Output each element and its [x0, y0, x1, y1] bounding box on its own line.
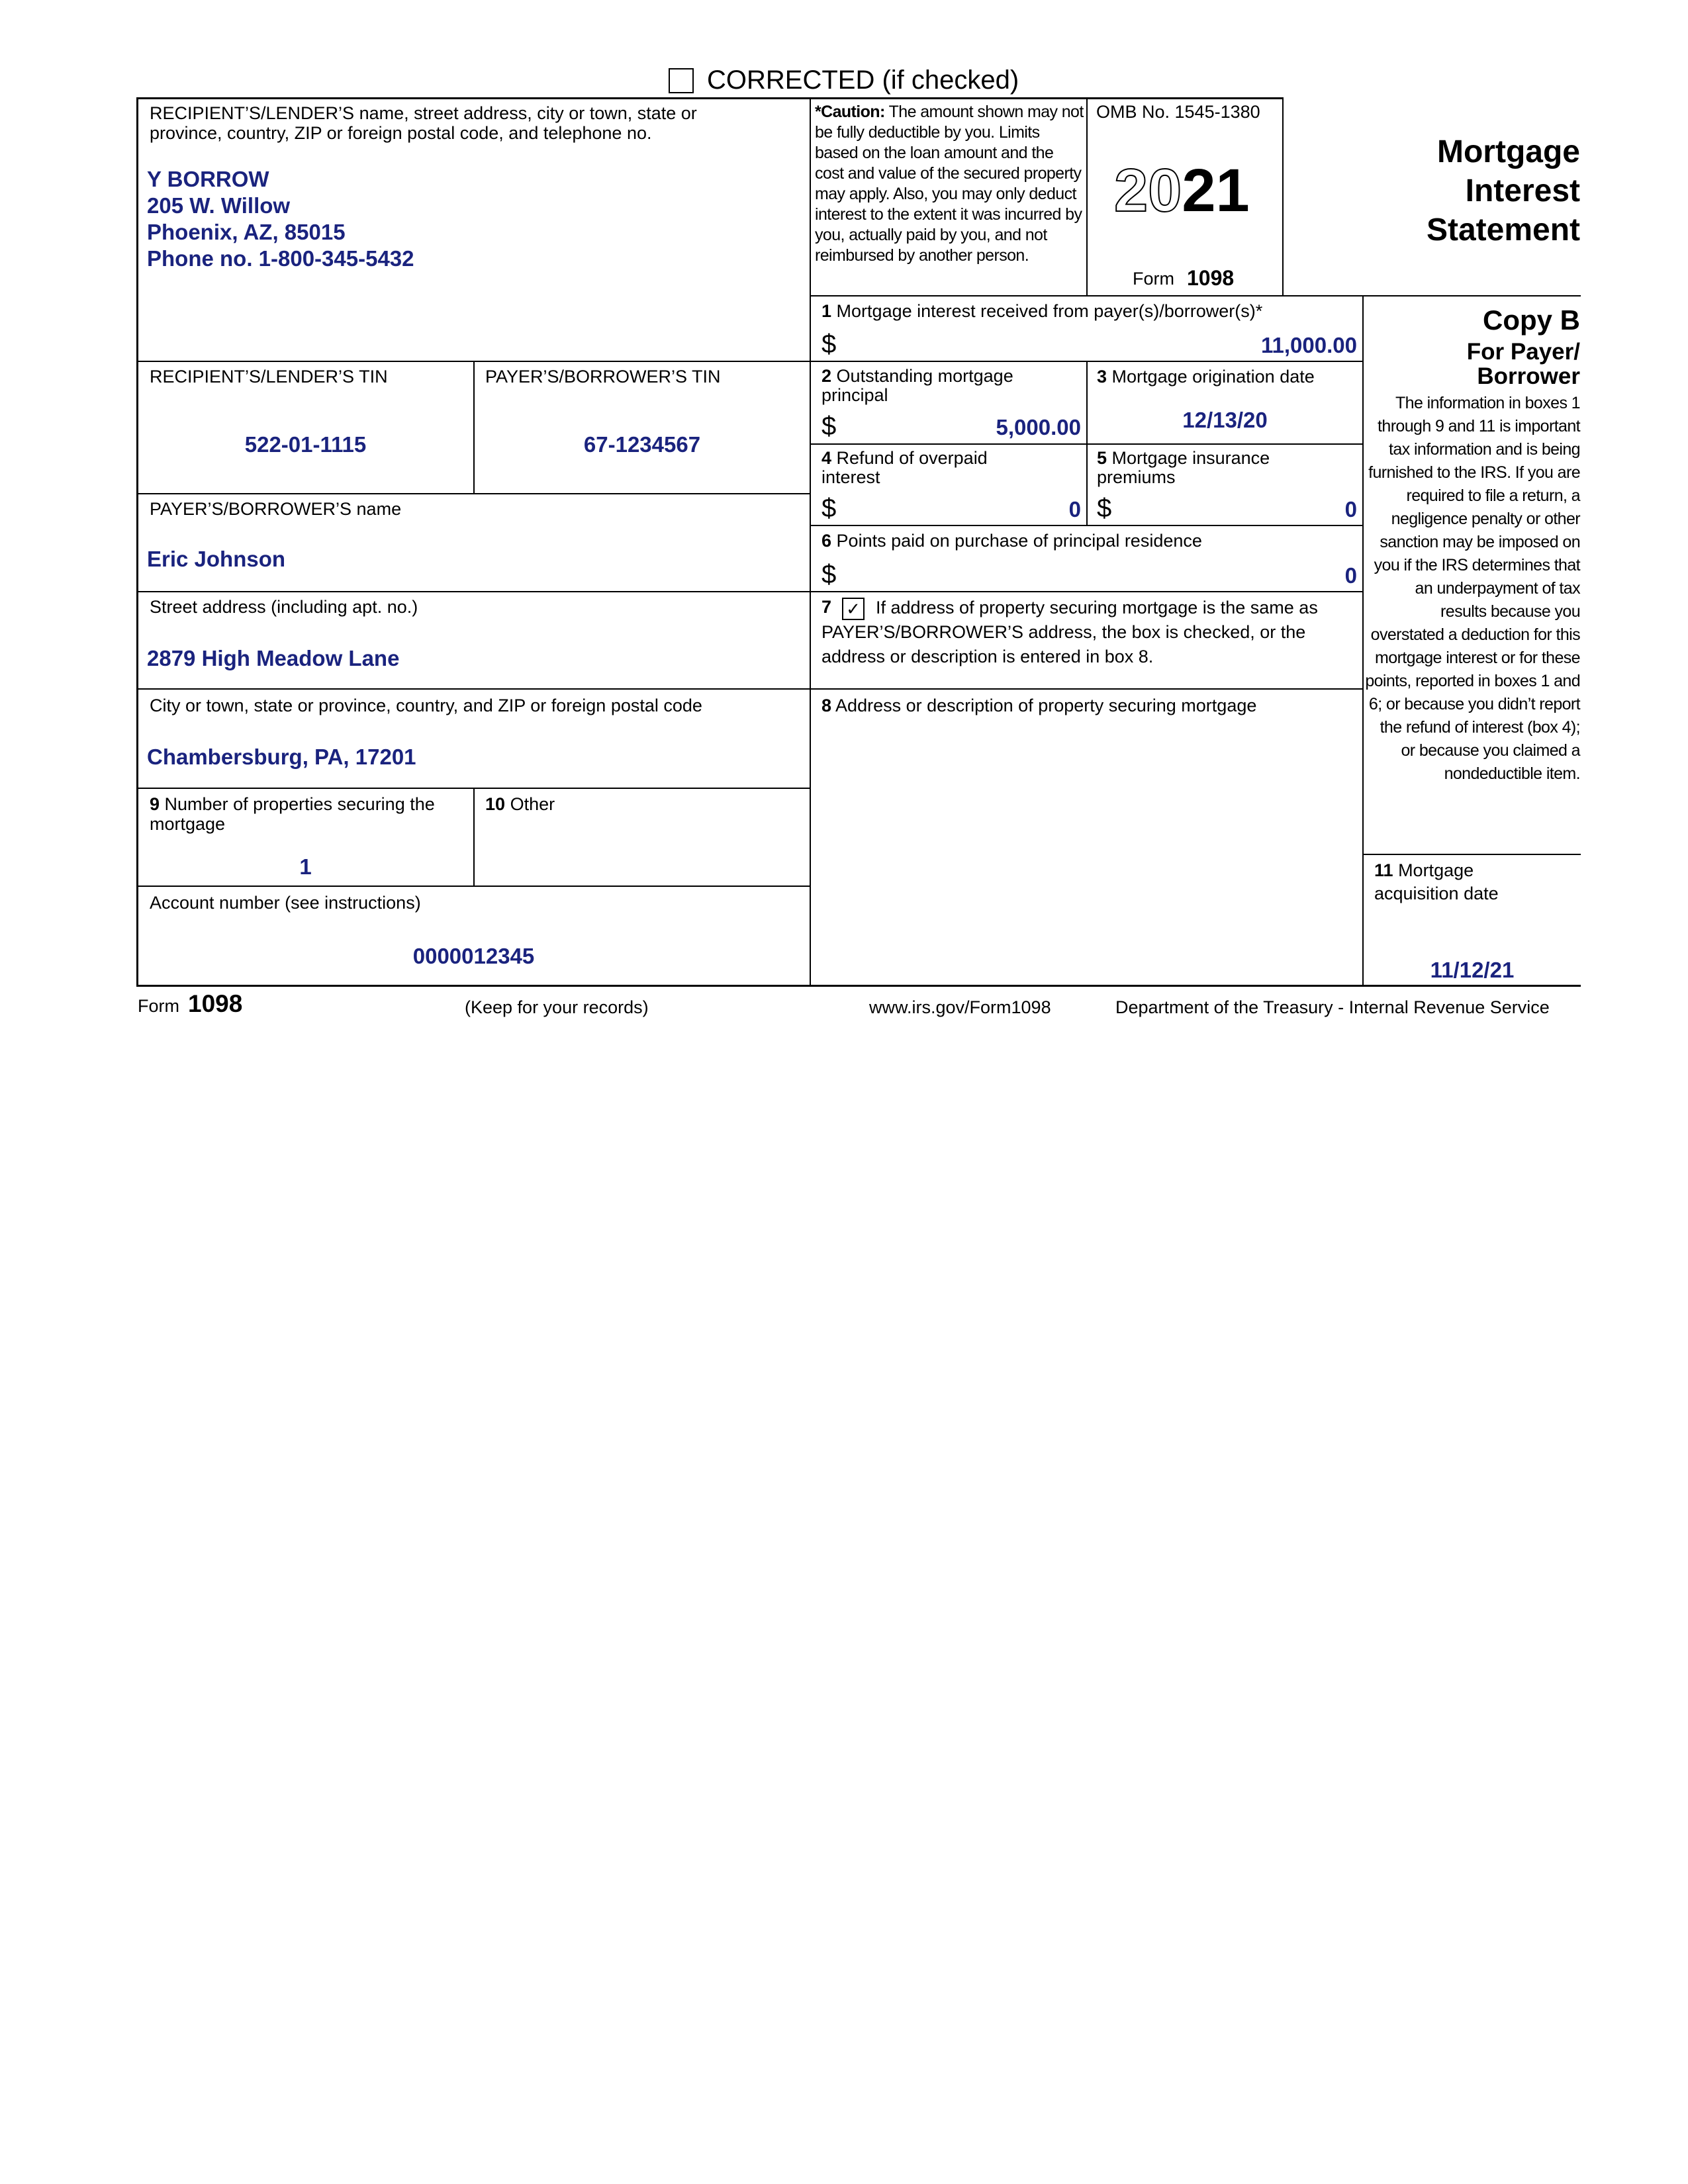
box10-label — [485, 794, 555, 814]
box7-text: If address of property securing mortgage is the same as PAYER’S/BORROWER’S address, the box is checked, or the address or description is entered in box 8. — [821, 598, 1318, 666]
caution-bold: *Caution: — [815, 103, 885, 121]
recipient-tin-value: 522-01-1115 — [244, 432, 367, 457]
omb-number: OMB No. 1545-1380 — [1096, 102, 1260, 122]
box2-number: 2 — [821, 366, 832, 386]
box7-number: 7 — [821, 597, 832, 617]
form-title-line3: Statement — [1426, 212, 1580, 248]
city-value: Chambersburg, PA, 17201 — [147, 745, 416, 769]
copy-subtitle-line1: For Payer/ — [1466, 339, 1580, 365]
box8-text: Address or description of property securing mortgage — [835, 696, 1257, 715]
recipient-tin-label: RECIPIENT’S/LENDER’S TIN — [150, 367, 388, 387]
copy-notice: The information in boxes 1 through 9 and 11 is important tax information and is being furnished to the IRS. If you are required to file a return, a negligence penalty or other sanction may be imposed on you if the IRS determines that an underpayment of tax results because you overstated a deduction for this mortgage interest or for these points, reported in boxes 1 and 6; or because you didn’t report the refund of interest (box 4); or because you claimed a nondeductible item. — [1365, 394, 1580, 783]
divider-left-middle — [810, 97, 811, 986]
payer-tin-label: PAYER’S/BORROWER’S TIN — [485, 367, 721, 387]
city-label: City or town, state or province, country, and ZIP or foreign postal code — [150, 696, 702, 715]
box1-number: 1 — [821, 301, 832, 321]
recipient-city: Phoenix, AZ, 85015 — [147, 220, 346, 244]
box11-text: Mortgage acquisition date — [1374, 860, 1499, 903]
form-bottom-border — [136, 985, 1581, 987]
line-street-bottom — [136, 688, 1364, 690]
form-title-line2: Interest — [1465, 173, 1580, 208]
corrected-checkbox[interactable] — [669, 68, 694, 93]
form-top-border — [136, 97, 1284, 99]
box4-text: Refund of overpaid interest — [821, 448, 988, 487]
box4-value: 0 — [1068, 497, 1081, 522]
box2-text: Outstanding mortgage principal — [821, 366, 1013, 405]
line-box4-bottom — [810, 525, 1364, 526]
box1-text: Mortgage interest received from payer(s)/borrower(s)* — [836, 301, 1263, 321]
caution-body: The amount shown may not be fully deductible by you. Limits based on the loan amount and the cost and value of the secured property may apply. Also, you may only deduct interest to the extent it was incurred by you, actually paid by you, and not reimbursed by another person. — [815, 103, 1084, 265]
corrected-label: CORRECTED (if checked) — [707, 66, 1019, 95]
box6-number: 6 — [821, 531, 832, 551]
copy-subtitle — [1370, 340, 1580, 388]
box11-number: 11 — [1374, 860, 1393, 880]
box1-value: 11,000.00 — [1261, 333, 1357, 357]
box8-number: 8 — [821, 696, 832, 715]
line-box11-top — [1362, 854, 1581, 855]
box3-value: 12/13/20 — [1182, 408, 1268, 432]
box6-value: 0 — [1344, 563, 1357, 588]
recipient-street: 205 W. Willow — [147, 193, 291, 218]
box1-label — [821, 301, 1262, 321]
recipient-label: RECIPIENT’S/LENDER’S name, street address, city or town, state or province, country, ZIP or foreign postal code, and telephone no. — [150, 103, 697, 143]
box11-label — [1374, 859, 1540, 905]
box6-label — [821, 531, 1202, 551]
box2-value: 5,000.00 — [996, 415, 1081, 439]
caution-text — [815, 102, 1085, 266]
box4-number: 4 — [821, 448, 832, 468]
box9-number: 9 — [150, 794, 160, 814]
divider-middle-right — [1362, 296, 1364, 986]
copy-title: Copy B — [1483, 304, 1580, 336]
box5-text: Mortgage insurance premiums — [1097, 448, 1270, 487]
box2-dollar: $ — [821, 412, 837, 441]
footer-url[interactable]: www.irs.gov/Form1098 — [869, 997, 1051, 1017]
tax-year — [1114, 158, 1250, 224]
form-title — [1291, 132, 1580, 250]
box2-label — [821, 367, 1080, 405]
divider-box9-10 — [473, 788, 475, 887]
recipient-name: Y BORROW — [147, 167, 269, 191]
account-label: Account number (see instructions) — [150, 893, 421, 913]
divider-omb-right — [1282, 97, 1284, 296]
box5-label — [1097, 449, 1322, 487]
box11-value: 11/12/21 — [1430, 958, 1515, 982]
line-tin-bottom — [136, 493, 811, 494]
divider-caution-omb — [1086, 97, 1088, 296]
footer-form-word: Form — [138, 996, 179, 1016]
divider-box2-3 — [1086, 361, 1088, 525]
box3-number: 3 — [1097, 367, 1107, 387]
tax-year-outline: 20 — [1114, 157, 1182, 224]
box4-label — [821, 449, 1047, 487]
form-title-line1: Mortgage — [1437, 134, 1580, 169]
account-value: 0000012345 — [412, 944, 535, 968]
box5-number: 5 — [1097, 448, 1107, 468]
payer-name-value: Eric Johnson — [147, 547, 286, 571]
payer-tin-value: 67-1234567 — [583, 432, 701, 457]
omb-form-word: Form — [1133, 269, 1174, 289]
box3-label — [1097, 367, 1315, 387]
box4-dollar: $ — [821, 494, 837, 523]
box1-dollar: $ — [821, 330, 837, 359]
line-box2-bottom — [810, 443, 1364, 445]
street-value: 2879 High Meadow Lane — [147, 646, 400, 670]
box9-value: 1 — [299, 854, 312, 879]
box5-value: 0 — [1344, 497, 1357, 522]
payer-name-label: PAYER’S/BORROWER’S name — [150, 499, 402, 519]
box6-text: Points paid on purchase of principal residence — [836, 531, 1202, 551]
box6-dollar: $ — [821, 560, 837, 589]
box10-number: 10 — [485, 794, 506, 814]
footer-keep: (Keep for your records) — [465, 997, 649, 1017]
box5-dollar: $ — [1097, 494, 1112, 523]
box9-text: Number of properties securing the mortgage — [150, 794, 435, 834]
box10-text: Other — [510, 794, 555, 814]
recipient-phone: Phone no. 1-800-345-5432 — [147, 246, 414, 271]
line-box1-bottom — [136, 361, 1364, 362]
footer-form-number: 1098 — [188, 990, 243, 1017]
copy-subtitle-line2: Borrower — [1477, 363, 1580, 389]
footer-dept: Department of the Treasury - Internal Revenue Service — [1115, 997, 1550, 1017]
box8-label — [821, 696, 1256, 715]
box9-label — [150, 794, 467, 834]
divider-tin — [473, 361, 475, 494]
omb-form-number: 1098 — [1187, 266, 1235, 290]
box7-checkmark: ✓ — [846, 599, 861, 619]
line-box9-bottom — [136, 886, 811, 887]
tax-year-bold: 21 — [1182, 157, 1250, 224]
street-label: Street address (including apt. no.) — [150, 597, 418, 617]
line-box1-top — [810, 295, 1581, 296]
line-name-bottom — [136, 591, 1364, 592]
box3-text: Mortgage origination date — [1111, 367, 1315, 387]
